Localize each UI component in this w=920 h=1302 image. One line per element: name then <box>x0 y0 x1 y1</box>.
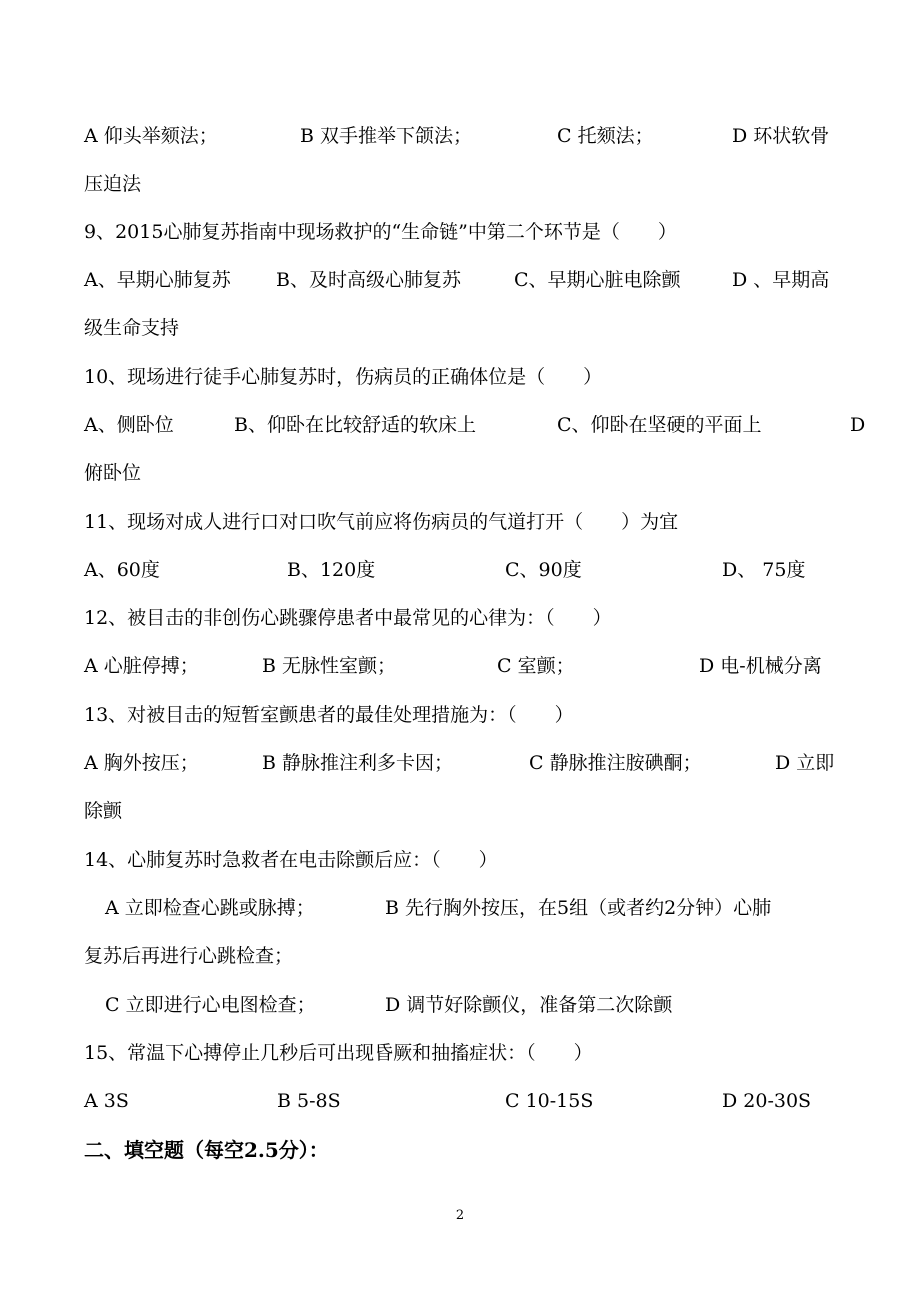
q15-stem: 15、常温下心搏停止几秒后可出现昏厥和抽搐症状：（ ） <box>84 1042 593 1064</box>
q14-option-d: D 调节好除颤仪，准备第二次除颤 <box>385 994 673 1016</box>
q14-option-b-continued: 复苏后再进行心跳检查； <box>84 945 294 967</box>
q13-stem: 13、对被目击的短暂室颤患者的最佳处理措施为：（ ） <box>84 704 574 726</box>
q15-option-d: D 20-30S <box>722 1090 812 1112</box>
q12-stem: 12、被目击的非创伤心跳骤停患者中最常见的心律为：（ ） <box>84 607 612 629</box>
q15-option-a: A 3S <box>84 1090 129 1112</box>
q11-stem: 11、现场对成人进行口对口吹气前应将伤病员的气道打开（ ）为宜 <box>84 511 679 533</box>
q9-option-c: C、早期心脏电除颤 <box>514 269 681 291</box>
q12-option-b: B 无脉性室颤； <box>262 655 397 677</box>
q9-option-a: A、早期心肺复苏 <box>84 269 231 291</box>
q11-option-b: B、120度 <box>287 559 376 581</box>
q10-option-d-continued: 俯卧位 <box>84 462 142 484</box>
q10-option-d: D <box>850 414 866 436</box>
q8-option-a: A 仰头举颏法； <box>84 125 218 147</box>
q10-option-a: A、侧卧位 <box>84 414 174 436</box>
q15-option-c: C 10-15S <box>505 1090 594 1112</box>
page-number: 2 <box>455 1208 465 1223</box>
q9-option-b: B、及时高级心肺复苏 <box>276 269 461 291</box>
q13-option-c: C 静脉推注胺碘酮； <box>529 752 702 774</box>
q8-option-d: D 环状软骨 <box>732 125 830 147</box>
q12-option-c: C 室颤； <box>497 655 575 677</box>
q10-option-b: B、仰卧在比较舒适的软床上 <box>234 414 476 436</box>
section2-heading: 二、填空题（每空2.5分）： <box>84 1138 329 1162</box>
q12-option-a: A 心脏停搏； <box>84 655 199 677</box>
q14-option-a: A 立即检查心跳或脉搏； <box>105 897 315 919</box>
q11-option-a: A、60度 <box>84 559 160 581</box>
q13-option-a: A 胸外按压； <box>84 752 199 774</box>
q8-option-d-continued: 压迫法 <box>84 173 142 195</box>
q13-option-d-continued: 除颤 <box>84 800 123 822</box>
q10-stem: 10、现场进行徒手心肺复苏时，伤病员的正确体位是（ ） <box>84 366 603 388</box>
q14-stem: 14、心肺复苏时急救者在电击除颤后应：（ ） <box>84 849 498 871</box>
q9-stem: 9、2015心肺复苏指南中现场救护的“生命链”中第二个环节是（ ） <box>84 221 677 243</box>
q11-option-c: C、90度 <box>505 559 582 581</box>
q12-option-d: D 电-机械分离 <box>699 655 822 677</box>
q8-option-c: C 托颏法； <box>557 125 654 147</box>
q10-option-c: C、仰卧在坚硬的平面上 <box>557 414 762 436</box>
q13-option-d: D 立即 <box>775 752 835 774</box>
q9-option-d-continued: 级生命支持 <box>84 317 180 339</box>
q14-option-b: B 先行胸外按压，在5组（或者约2分钟）心肺 <box>385 897 772 919</box>
q9-option-d: D 、早期高 <box>732 269 830 291</box>
q15-option-b: B 5-8S <box>277 1090 341 1112</box>
q8-option-b: B 双手推举下颌法； <box>300 125 473 147</box>
q14-option-c: C 立即进行心电图检查； <box>105 994 316 1016</box>
q11-option-d: D、 75度 <box>722 559 806 581</box>
q13-option-b: B 静脉推注利多卡因； <box>262 752 454 774</box>
